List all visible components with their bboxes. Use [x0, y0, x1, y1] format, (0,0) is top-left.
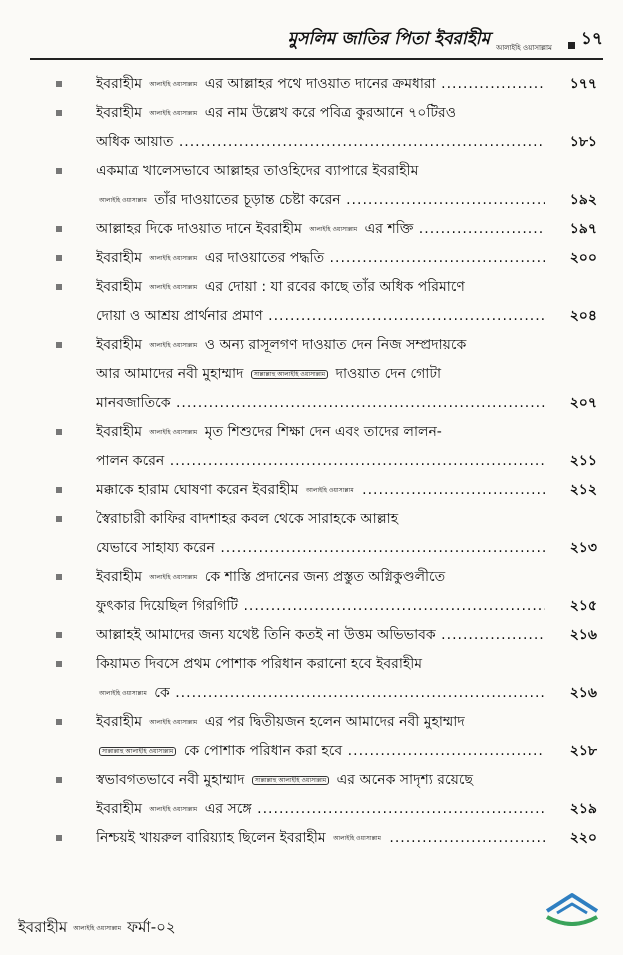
bullet-square-icon: [56, 632, 62, 638]
bullet-square-icon: [56, 284, 62, 290]
honorific-alaihi: আলাইহি ওয়াসাল্লাম: [99, 196, 147, 204]
honorific-alaihi: আলাইহি ওয়াসাল্লাম: [149, 283, 198, 291]
honorific-alaihi: আলাইহি ওয়াসাল্লাম: [149, 80, 198, 88]
toc-page-number: ২১১: [569, 453, 597, 469]
toc-entry-text: তাঁর দাওয়াতের চূড়ান্ত চেষ্টা করেন: [154, 192, 341, 208]
toc-entry-line: [96, 360, 545, 389]
toc-entry-text: কে পোশাক পরিধান করা হবে: [183, 743, 343, 759]
toc-entry-line: [96, 128, 545, 157]
toc-entry-text: ইবরাহীম: [96, 424, 142, 440]
publisher-logo-icon: [543, 887, 601, 927]
toc-entry-text: দোয়া ও আশ্রয় প্রার্থনার প্রমাণ: [96, 308, 263, 324]
toc-entry-text: ইবরাহীম: [96, 250, 142, 266]
toc-page-number: ১৮১: [569, 134, 597, 150]
toc-entry-line: [96, 795, 545, 824]
toc-entry-text: আল্লাহই আমাদের জন্য যথেষ্ট তিনি কতই না উত্তম অভিভাবক: [96, 627, 436, 643]
toc-page-number: ২২০: [569, 830, 597, 846]
toc-entry-line: [96, 563, 545, 592]
toc-entry[interactable]: [56, 215, 597, 244]
toc-page-number: ১৯৭: [569, 221, 597, 237]
toc-entry-text: মানবজাতিকে: [96, 395, 171, 411]
toc-entry[interactable]: [56, 650, 597, 708]
toc-entry-line: [96, 157, 545, 186]
bullet-square-icon: [56, 342, 62, 348]
toc-entry-text: মৃত শিশুদের শিক্ষা দেন এবং তাদের লালন-: [204, 424, 442, 440]
toc-entry-text: এর দাওয়াতের পদ্ধতি: [204, 250, 325, 266]
honorific-seal: সাল্লাল্লাহু আলাইহি ওয়াসাল্লাম: [99, 747, 176, 756]
toc-entry-line: [96, 389, 545, 418]
toc-entry[interactable]: [56, 505, 597, 563]
honorific-alaihi: আলাইহি ওয়াসাল্লাম: [149, 109, 198, 117]
honorific-alaihi: আলাইহি ওয়াসাল্লাম: [149, 254, 198, 262]
honorific-alaihi: আলাইহি ওয়াসাল্লাম: [149, 573, 198, 581]
bullet-square-icon: [56, 429, 62, 435]
toc-entry-text: একমাত্র খালেসভাবে আল্লাহর তাওহিদের ব্যাপারে ইবরাহীম: [96, 163, 419, 179]
toc-entry-text: কিয়ামত দিবসে প্রথম পোশাক পরিধান করানো হবে ইবরাহীম: [96, 656, 423, 672]
toc-entry-text: আল্লাহর দিকে দাওয়াত দানে ইবরাহীম: [96, 221, 302, 237]
toc-entry-line: [96, 302, 545, 331]
toc-page-number: ২০৪: [569, 308, 597, 324]
toc-entry-line: [96, 273, 545, 302]
toc-entry-line: [96, 650, 545, 679]
toc-entry-text: এর পর দ্বিতীয়জন হলেন আমাদের নবী মুহাম্মাদ: [204, 714, 465, 730]
bullet-square-icon: [56, 226, 62, 232]
toc-entry-line: [96, 418, 545, 447]
toc-entry-text: এর আল্লাহর পথে দাওয়াত দানের ক্রমধারা: [204, 76, 436, 92]
toc-entry-line: [96, 70, 545, 99]
toc-entry-line: [96, 447, 545, 476]
honorific-alaihi: আলাইহি ওয়াসাল্লাম: [149, 341, 198, 349]
toc-entry-text: আর আমাদের নবী মুহাম্মাদ: [96, 366, 244, 382]
honorific-alaihi: আলাইহি ওয়াসাল্লাম: [149, 805, 198, 813]
toc-entry-text: স্বৈরাচারী কাফির বাদশাহর কবল থেকে সারাহকে আল্লাহ: [96, 511, 399, 527]
toc-entry[interactable]: [56, 476, 597, 505]
toc-entry-text: এর দোয়া : যা রবের কাছে তাঁর অধিক পরিমাণে: [204, 279, 465, 295]
header-title: মুসলিম জাতির পিতা ইবরাহীম: [287, 29, 491, 49]
toc-entry-text: ইবরাহীম: [96, 714, 142, 730]
honorific-alaihi: আলাইহি ওয়াসাল্লাম: [149, 718, 198, 726]
toc-entry-line: [96, 505, 545, 534]
bullet-square-icon: [56, 661, 62, 667]
footer-honorific: আলাইহি ওয়াসাল্লাম: [73, 925, 122, 932]
toc-entry-text: এর শক্তি: [364, 221, 414, 237]
toc-entry-text: পালন করেন: [96, 453, 165, 469]
bullet-square-icon: [56, 516, 62, 522]
toc-entry-line: [96, 215, 545, 244]
toc-entry-text: ইবরাহীম: [96, 801, 142, 817]
toc-entry-text: যেভাবে সাহায্য করেন: [96, 540, 215, 556]
toc-entry-line: [96, 679, 545, 708]
header-page-number: ১৭: [580, 29, 603, 49]
toc-entry-text: ফুৎকার দিয়েছিল গিরগিটি: [96, 598, 239, 614]
bullet-square-icon: [56, 574, 62, 580]
toc-entry-line: [96, 99, 545, 128]
toc-entry-text: কে শাস্তি প্রদানের জন্য প্রস্তুত অগ্নিকুণ্ডলীতে: [204, 569, 446, 585]
toc-entry-text: ইবরাহীম: [96, 279, 142, 295]
toc-entry[interactable]: [56, 766, 597, 824]
toc-page-number: ২১৯: [569, 801, 597, 817]
bullet-square-icon: [56, 255, 62, 261]
bullet-square-icon: [56, 719, 62, 725]
toc-entry[interactable]: [56, 70, 597, 99]
toc-entry[interactable]: [56, 418, 597, 476]
bullet-square-icon: [56, 835, 62, 841]
toc-entry-line: [96, 708, 545, 737]
toc-page-number: ১৭৭: [569, 76, 597, 92]
toc-entry[interactable]: [56, 157, 597, 215]
bullet-square-icon: [56, 168, 62, 174]
toc-entry-text: অধিক আয়াত: [96, 134, 174, 150]
toc-entry-line: [96, 244, 545, 273]
toc-entry-text: মক্কাকে হারাম ঘোষণা করেন ইবরাহীম: [96, 482, 299, 498]
bullet-square-icon: [56, 777, 62, 783]
toc-page-number: ২০০: [569, 250, 597, 266]
toc-page-number: ২১৮: [569, 743, 597, 759]
bullet-square-icon: [56, 110, 62, 116]
footer-form-label: ফর্মা-০২: [127, 918, 176, 936]
page-footer: [18, 916, 176, 941]
toc-entry[interactable]: [56, 99, 597, 157]
toc-page-number: ২১৬: [569, 627, 597, 643]
toc-page-number: ২১২: [569, 482, 597, 498]
toc-entry-line: [96, 534, 545, 563]
toc-entry[interactable]: [56, 621, 597, 650]
toc-entry-text: ইবরাহীম: [96, 105, 142, 121]
toc-entry-text: ইবরাহীম: [96, 76, 142, 92]
toc-entry-line: [96, 592, 545, 621]
toc-page-number: ১৯২: [569, 192, 597, 208]
toc-entry-text: দাওয়াত দেন গোটা: [335, 366, 442, 382]
toc-entry[interactable]: [56, 824, 597, 853]
running-header: [30, 24, 603, 60]
toc-entry-text: নিশ্চয়ই খায়রুল বারিয়্যাহ ছিলেন ইবরাহীম: [96, 830, 326, 846]
toc-page-number: ২১৩: [569, 540, 597, 556]
toc-entry[interactable]: [56, 331, 597, 418]
header-honorific: আলাইহি ওয়াসাল্লাম: [496, 44, 552, 52]
toc-entry-line: [96, 824, 545, 853]
honorific-alaihi: আলাইহি ওয়াসাল্লাম: [333, 834, 381, 842]
toc-entry[interactable]: [56, 563, 597, 621]
honorific-alaihi: আলাইহি ওয়াসাল্লাম: [305, 486, 354, 494]
honorific-alaihi: আলাইহি ওয়াসাল্লাম: [99, 689, 147, 697]
toc-entry-text: এর সঙ্গে: [204, 801, 252, 817]
toc-entry-text: স্বভাবগতভাবে নবী মুহাম্মাদ: [96, 772, 245, 788]
honorific-seal: সাল্লাল্লাহু আলাইহি ওয়াসাল্লাম: [251, 370, 328, 379]
table-of-contents: [56, 70, 597, 853]
toc-entry-text: কে: [154, 685, 170, 701]
honorific-seal: সাল্লাল্লাহু আলাইহি ওয়াসাল্লাম: [252, 776, 329, 785]
honorific-alaihi: আলাইহি ওয়াসাল্লাম: [309, 225, 358, 233]
toc-page-number: ২১৫: [569, 598, 597, 614]
toc-page-number: ২০৭: [569, 395, 597, 411]
toc-entry-text: ও অন্য রাসূলগণ দাওয়াত দেন নিজ সম্প্রদায়কে: [204, 337, 467, 353]
toc-page-number: ২১৬: [569, 685, 597, 701]
toc-entry-text: ইবরাহীম: [96, 569, 142, 585]
toc-entry-line: [96, 621, 545, 650]
bullet-square-icon: [56, 81, 62, 87]
toc-entry-line: [96, 766, 545, 795]
toc-entry[interactable]: [56, 244, 597, 273]
toc-entry-text: এর অনেক সাদৃশ্য রয়েছে: [336, 772, 473, 788]
toc-entry-text: ইবরাহীম: [96, 337, 142, 353]
toc-entry-line: [96, 737, 545, 766]
toc-entry-line: [96, 331, 545, 360]
toc-entry-line: [96, 476, 545, 505]
toc-entry-text: এর নাম উল্লেখ করে পবিত্র কুরআনে ৭০টিরও: [204, 105, 457, 121]
toc-entry-line: [96, 186, 545, 215]
honorific-alaihi: আলাইহি ওয়াসাল্লাম: [149, 428, 198, 436]
header-square-ornament: [568, 42, 575, 49]
bullet-square-icon: [56, 487, 62, 493]
toc-entry[interactable]: [56, 708, 597, 766]
toc-entry[interactable]: [56, 273, 597, 331]
footer-name: ইবরাহীম: [18, 918, 68, 936]
